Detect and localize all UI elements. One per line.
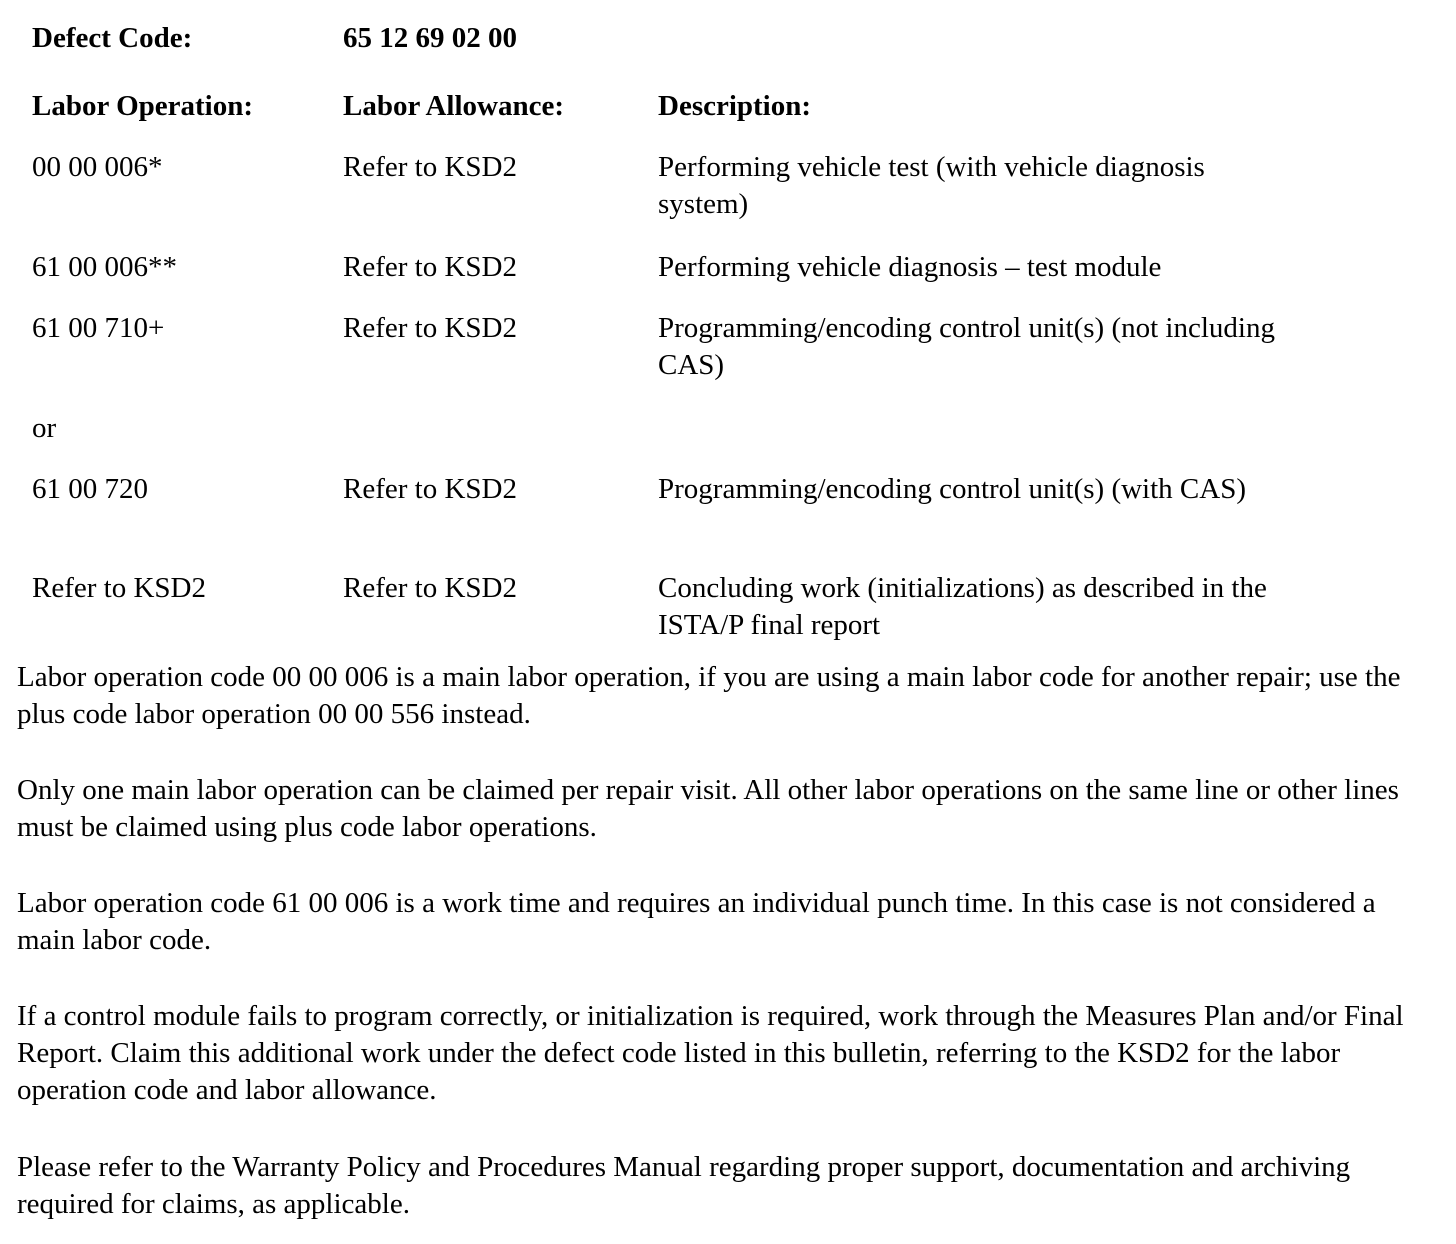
description-cell: Programming/encoding control unit(s) (not including CAS) [658,312,1275,381]
header-labor-allowance: Labor Allowance: [343,90,564,122]
labor-operation-cell: 61 00 720 [32,473,148,505]
or-separator: or [32,412,57,444]
header-description: Description: [658,90,812,122]
labor-allowance-cell: Refer to KSD2 [343,251,517,283]
labor-operation-cell: 61 00 006** [32,251,177,283]
labor-allowance-cell: Refer to KSD2 [343,572,517,604]
description-cell: Performing vehicle diagnosis – test module [658,251,1162,283]
description-cell: Concluding work (initializations) as described in the ISTA/P final report [658,572,1267,641]
defect-code-value: 65 12 69 02 00 [343,22,517,54]
header-labor-operation: Labor Operation: [32,90,253,122]
note-paragraph-main-labor: Labor operation code 00 00 006 is a main labor operation, if you are using a main labor code for another repair; use the plus code labor operation 00 00 556 instead. [17,661,1401,730]
labor-operation-cell: 00 00 006* [32,151,163,183]
note-paragraph-warranty-policy: Please refer to the Warranty Policy and Procedures Manual regarding proper support, documentation and archiving required for claims, as applicable. [17,1151,1351,1220]
note-paragraph-control-module: If a control module fails to program correctly, or initialization is required, work through the Measures Plan and/or Final Report. Claim this additional work under the defect code listed in this bulletin, referring to the KSD2 for the labor operation code and labor allowance. [17,1000,1404,1106]
description-cell: Performing vehicle test (with vehicle diagnosis system) [658,151,1205,220]
note-paragraph-one-main-labor: Only one main labor operation can be claimed per repair visit. All other labor operations on the same line or other lines must be claimed using plus code labor operations. [17,774,1399,843]
labor-operation-cell: Refer to KSD2 [32,572,206,604]
labor-allowance-cell: Refer to KSD2 [343,473,517,505]
note-paragraph-work-time: Labor operation code 61 00 006 is a work time and requires an individual punch time. In this case is not considered a main labor code. [17,887,1376,956]
description-cell: Programming/encoding control unit(s) (with CAS) [658,473,1246,505]
labor-allowance-cell: Refer to KSD2 [343,151,517,183]
labor-operation-cell: 61 00 710+ [32,312,165,344]
labor-allowance-cell: Refer to KSD2 [343,312,517,344]
defect-code-label: Defect Code: [32,22,193,54]
